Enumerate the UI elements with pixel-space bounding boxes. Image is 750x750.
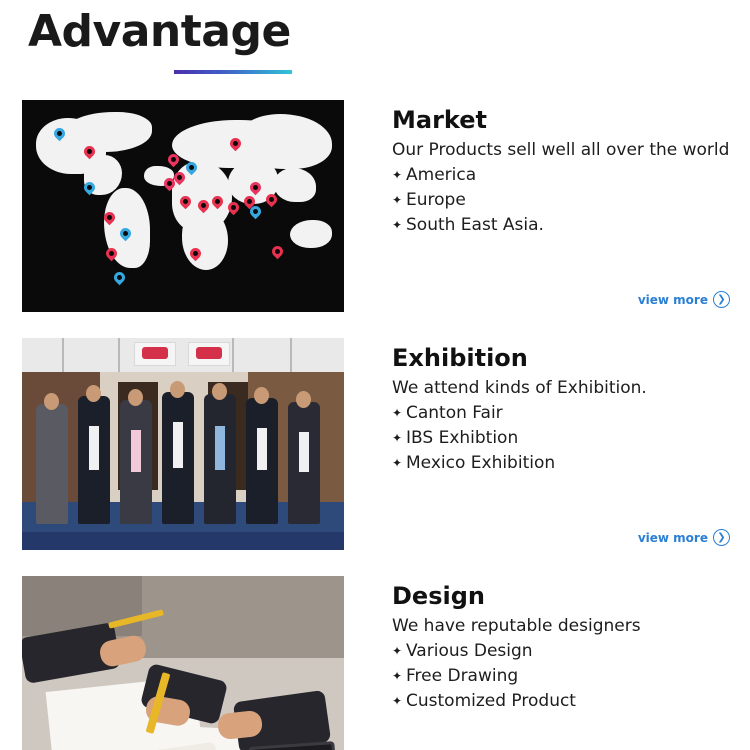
section-exhibition xyxy=(0,338,750,550)
design-bullet-list xyxy=(392,639,730,714)
list-item-label: Canton Fair xyxy=(406,403,503,423)
diamond-bullet-icon: ✦ xyxy=(392,218,403,232)
view-more-label: view more xyxy=(637,292,708,307)
market-subtitle: Our Products sell well all over the world xyxy=(392,140,730,160)
design-content xyxy=(344,576,730,750)
list-item xyxy=(392,401,730,426)
market-content xyxy=(344,100,730,312)
diamond-bullet-icon: ✦ xyxy=(392,406,403,420)
exhibition-photo-illustration xyxy=(22,338,344,550)
chevron-right-icon: ❯ xyxy=(713,529,730,546)
diamond-bullet-icon: ✦ xyxy=(392,193,403,207)
list-item-label: Mexico Exhibition xyxy=(406,453,556,473)
exhibition-image xyxy=(22,338,344,550)
diamond-bullet-icon: ✦ xyxy=(392,669,403,683)
exhibition-view-more-link[interactable] xyxy=(638,529,730,546)
view-more-label: view more xyxy=(637,530,708,545)
diamond-bullet-icon: ✦ xyxy=(392,456,403,470)
list-item xyxy=(392,689,730,714)
list-item xyxy=(392,163,730,188)
list-item xyxy=(392,213,730,238)
list-item xyxy=(392,639,730,664)
list-item-label: Customized Product xyxy=(406,691,576,711)
diamond-bullet-icon: ✦ xyxy=(392,431,403,445)
diamond-bullet-icon: ✦ xyxy=(392,644,403,658)
list-item xyxy=(392,426,730,451)
design-image xyxy=(22,576,344,750)
title-underline xyxy=(174,70,292,74)
market-view-more-link[interactable] xyxy=(638,291,730,308)
design-title: Design xyxy=(392,582,485,610)
section-design xyxy=(0,576,750,750)
market-image xyxy=(22,100,344,312)
list-item-label: IBS Exhibtion xyxy=(406,428,519,448)
chevron-right-icon: ❯ xyxy=(713,291,730,308)
list-item xyxy=(392,451,730,476)
design-subtitle: We have reputable designers xyxy=(392,616,641,636)
list-item-label: America xyxy=(406,165,477,185)
list-item-label: Free Drawing xyxy=(406,666,519,686)
design-photo-illustration xyxy=(22,576,344,750)
list-item-label: South East Asia. xyxy=(406,215,544,235)
section-market xyxy=(0,100,750,312)
exhibition-subtitle: We attend kinds of Exhibition. xyxy=(392,378,647,398)
market-bullet-list xyxy=(392,163,730,238)
exhibition-title: Exhibition xyxy=(392,344,528,372)
diamond-bullet-icon: ✦ xyxy=(392,168,403,182)
list-item xyxy=(392,188,730,213)
page-title: Advantage xyxy=(28,6,291,57)
diamond-bullet-icon: ✦ xyxy=(392,694,403,708)
list-item-label: Various Design xyxy=(406,641,533,661)
list-item-label: Europe xyxy=(406,190,466,210)
list-item xyxy=(392,664,730,689)
page-header xyxy=(0,0,750,74)
market-title: Market xyxy=(392,106,487,134)
exhibition-bullet-list xyxy=(392,401,730,476)
exhibition-content xyxy=(344,338,730,550)
